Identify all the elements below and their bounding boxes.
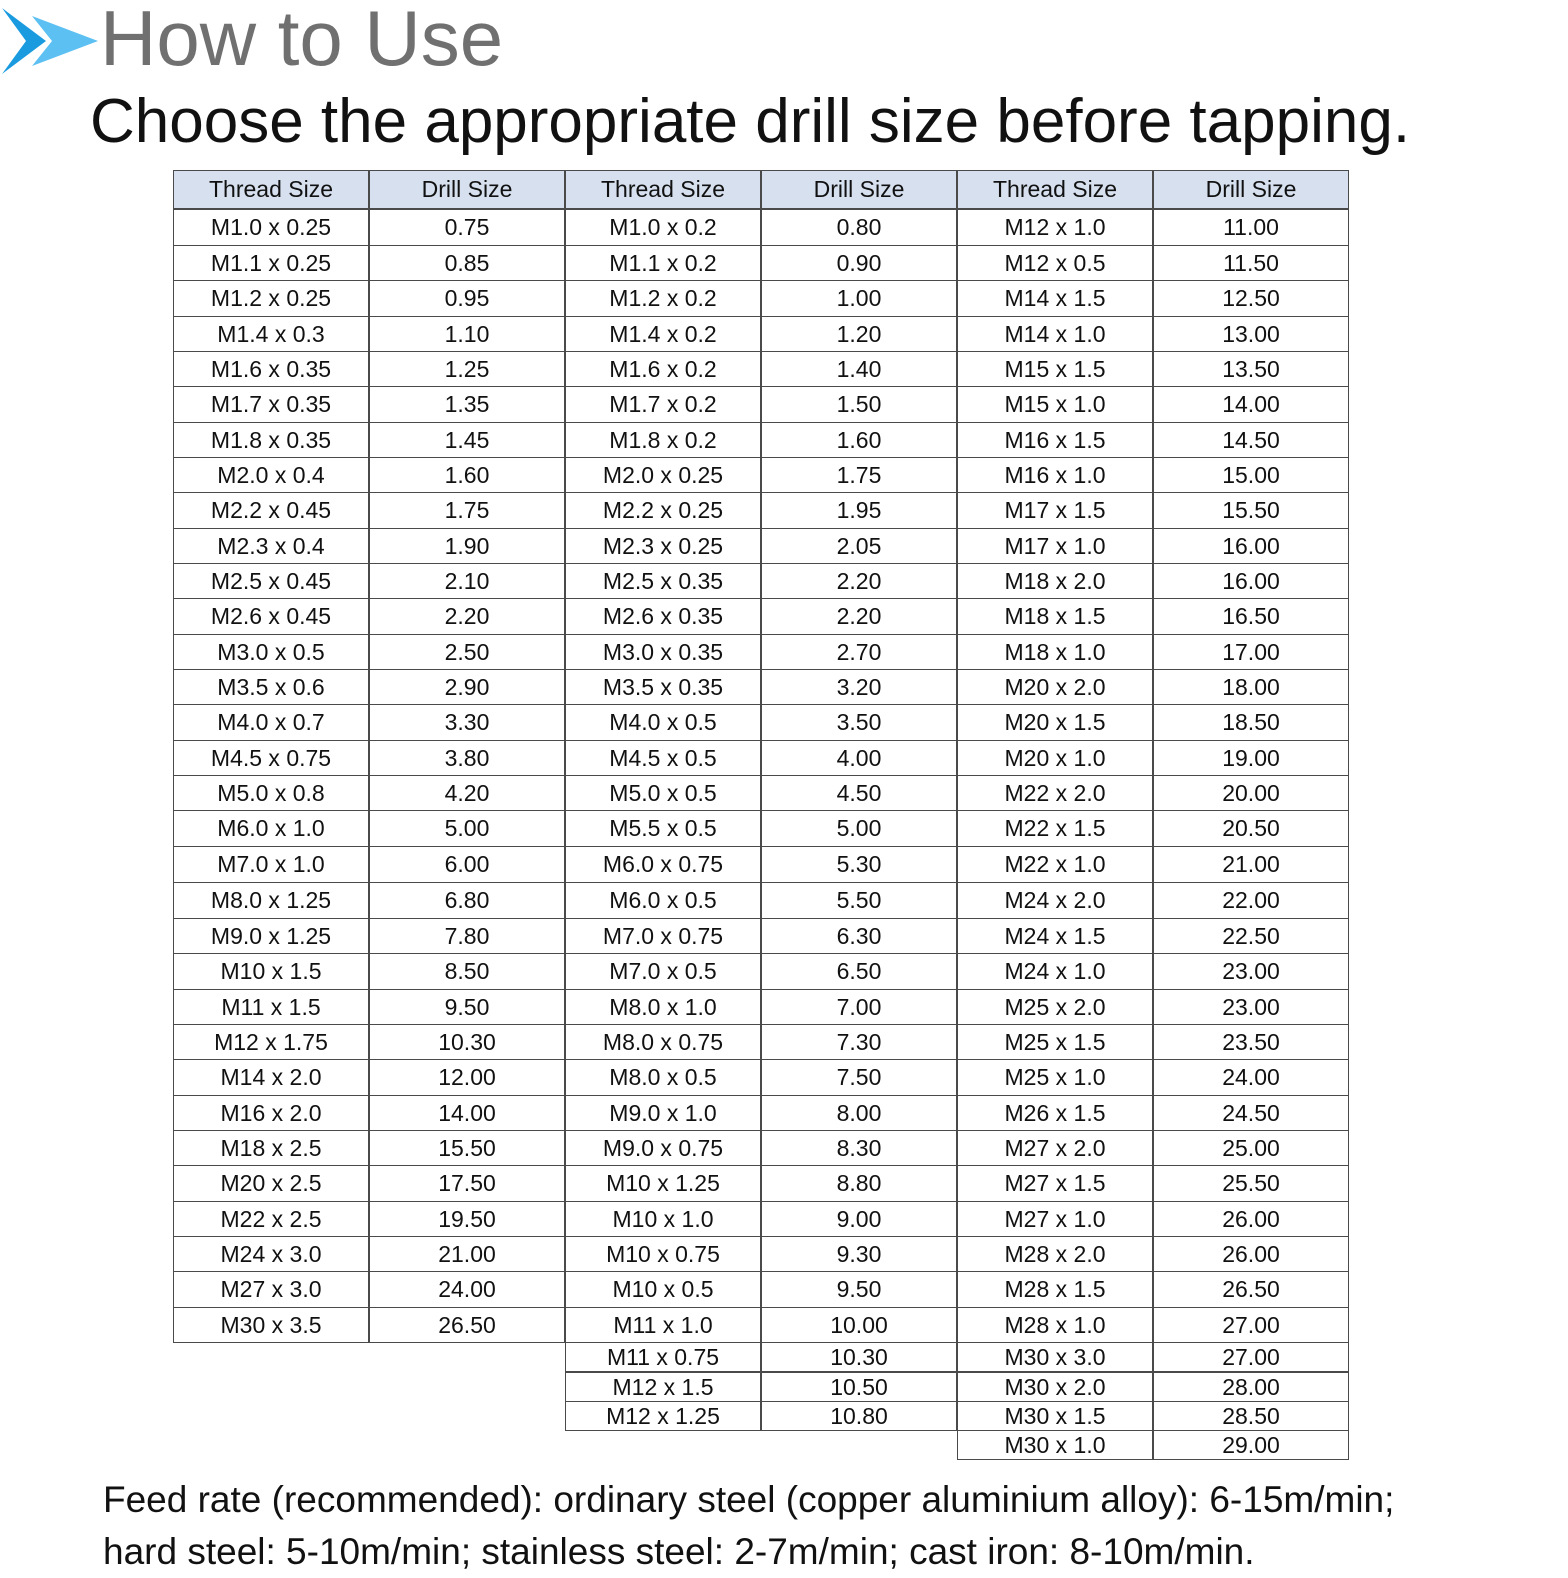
thread-size-cell: M17 x 1.5: [957, 492, 1153, 529]
drill-size-cell: 0.90: [761, 245, 957, 281]
thread-size-cell: M12 x 0.5: [957, 245, 1153, 281]
drill-size-cell: 10.50: [761, 1372, 957, 1402]
thread-size-cell: M1.8 x 0.2: [565, 422, 761, 458]
thread-size-cell: M3.0 x 0.35: [565, 634, 761, 670]
drill-size-cell: 21.00: [369, 1236, 565, 1272]
drill-size-cell: 22.00: [1153, 882, 1349, 919]
drill-size-cell: 10.00: [761, 1307, 957, 1343]
thread-size-cell: M6.0 x 0.5: [565, 882, 761, 919]
drill-size-cell: 14.00: [369, 1095, 565, 1131]
thread-size-cell: M18 x 1.5: [957, 598, 1153, 635]
thread-size-cell: M24 x 2.0: [957, 882, 1153, 919]
thread-size-cell: M4.5 x 0.5: [565, 740, 761, 776]
thread-size-cell: M2.2 x 0.45: [173, 492, 369, 529]
drill-size-cell: 24.00: [1153, 1059, 1349, 1096]
thread-size-cell: M17 x 1.0: [957, 528, 1153, 564]
thread-size-cell: M5.0 x 0.8: [173, 775, 369, 811]
thread-size-cell: M12 x 1.75: [173, 1024, 369, 1060]
thread-size-cell: M28 x 1.5: [957, 1271, 1153, 1308]
thread-size-header: Thread Size: [957, 170, 1153, 209]
drill-size-cell: 7.00: [761, 989, 957, 1025]
thread-size-cell: M27 x 1.0: [957, 1201, 1153, 1237]
thread-size-cell: M24 x 1.5: [957, 918, 1153, 954]
thread-size-cell: M27 x 2.0: [957, 1130, 1153, 1166]
thread-size-cell: M1.7 x 0.2: [565, 386, 761, 423]
drill-size-cell: 27.00: [1153, 1307, 1349, 1343]
thread-size-cell: M28 x 1.0: [957, 1307, 1153, 1343]
drill-size-cell: 5.00: [369, 810, 565, 847]
thread-size-cell: M9.0 x 0.75: [565, 1130, 761, 1166]
drill-size-cell: 2.10: [369, 563, 565, 599]
drill-size-cell: 9.30: [761, 1236, 957, 1272]
thread-size-cell: M18 x 1.0: [957, 634, 1153, 670]
drill-size-cell: 5.50: [761, 882, 957, 919]
drill-size-cell: 25.00: [1153, 1130, 1349, 1166]
thread-size-cell: M6.0 x 0.75: [565, 846, 761, 883]
thread-size-cell: M2.0 x 0.4: [173, 457, 369, 493]
drill-size-cell: 5.00: [761, 810, 957, 847]
thread-size-cell: M2.3 x 0.25: [565, 528, 761, 564]
thread-size-cell: M18 x 2.0: [957, 563, 1153, 599]
drill-size-cell: 23.00: [1153, 953, 1349, 990]
drill-size-cell: 8.80: [761, 1165, 957, 1202]
drill-size-cell: 6.50: [761, 953, 957, 990]
drill-size-cell: 9.50: [761, 1271, 957, 1308]
thread-size-cell: M24 x 3.0: [173, 1236, 369, 1272]
drill-size-cell: 0.85: [369, 245, 565, 281]
drill-size-cell: 28.00: [1153, 1372, 1349, 1402]
feed-rate-line-1: Feed rate (recommended): ordinary steel (copper aluminium alloy): 6-15m/min;: [103, 1479, 1395, 1520]
drill-size-cell: 8.30: [761, 1130, 957, 1166]
drill-size-cell: 1.75: [761, 457, 957, 493]
thread-size-cell: M1.0 x 0.2: [565, 209, 761, 246]
thread-size-cell: M20 x 2.0: [957, 669, 1153, 705]
thread-size-cell: M1.1 x 0.2: [565, 245, 761, 281]
drill-size-cell: 1.00: [761, 280, 957, 317]
drill-size-cell: 27.00: [1153, 1342, 1349, 1372]
thread-size-cell: M7.0 x 1.0: [173, 846, 369, 883]
drill-size-cell: 3.30: [369, 704, 565, 741]
drill-size-cell: 15.50: [1153, 492, 1349, 529]
drill-size-cell: 3.50: [761, 704, 957, 741]
thread-size-cell: M6.0 x 1.0: [173, 810, 369, 847]
drill-size-cell: 1.60: [369, 457, 565, 493]
drill-size-cell: 10.30: [369, 1024, 565, 1060]
drill-size-cell: 1.35: [369, 386, 565, 423]
drill-size-cell: 26.50: [1153, 1271, 1349, 1308]
thread-size-cell: M1.0 x 0.25: [173, 209, 369, 246]
thread-size-cell: M10 x 0.75: [565, 1236, 761, 1272]
header: [0, 0, 1568, 156]
drill-size-cell: 7.30: [761, 1024, 957, 1060]
drill-size-cell: 8.00: [761, 1095, 957, 1131]
drill-size-cell: 23.50: [1153, 1024, 1349, 1060]
thread-size-cell: M1.2 x 0.25: [173, 280, 369, 317]
drill-size-header: Drill Size: [369, 170, 565, 209]
thread-size-cell: M2.6 x 0.45: [173, 598, 369, 635]
thread-size-cell: M2.6 x 0.35: [565, 598, 761, 635]
thread-size-cell: M30 x 1.0: [957, 1430, 1153, 1460]
drill-size-cell: 13.00: [1153, 316, 1349, 352]
thread-size-cell: M30 x 1.5: [957, 1401, 1153, 1431]
feed-rate-line-2: hard steel: 5-10m/min; stainless steel: 2-7m/min; cast iron: 8-10m/min.: [103, 1531, 1255, 1572]
drill-size-cell: 0.80: [761, 209, 957, 246]
drill-size-cell: 15.50: [369, 1130, 565, 1166]
thread-size-cell: M7.0 x 0.75: [565, 918, 761, 954]
drill-size-cell: 14.50: [1153, 422, 1349, 458]
drill-size-cell: 2.05: [761, 528, 957, 564]
drill-size-cell: 2.50: [369, 634, 565, 670]
thread-size-cell: M25 x 1.5: [957, 1024, 1153, 1060]
thread-size-cell: M10 x 0.5: [565, 1271, 761, 1308]
thread-size-cell: M10 x 1.0: [565, 1201, 761, 1237]
drill-size-cell: 2.70: [761, 634, 957, 670]
thread-size-cell: M4.5 x 0.75: [173, 740, 369, 776]
drill-size-header: Drill Size: [761, 170, 957, 209]
thread-size-cell: M16 x 1.5: [957, 422, 1153, 458]
thread-size-cell: M12 x 1.25: [565, 1401, 761, 1431]
thread-size-cell: M30 x 3.5: [173, 1307, 369, 1343]
thread-size-cell: M1.7 x 0.35: [173, 386, 369, 423]
drill-size-cell: 4.50: [761, 775, 957, 811]
thread-size-cell: M26 x 1.5: [957, 1095, 1153, 1131]
drill-size-cell: 18.50: [1153, 704, 1349, 741]
drill-size-cell: 15.00: [1153, 457, 1349, 493]
thread-size-cell: M2.0 x 0.25: [565, 457, 761, 493]
drill-size-cell: 1.45: [369, 422, 565, 458]
drill-size-cell: 3.20: [761, 669, 957, 705]
drill-size-cell: 3.80: [369, 740, 565, 776]
drill-size-table: [173, 170, 1350, 1460]
drill-size-cell: 4.20: [369, 775, 565, 811]
arrow-right-icon: [2, 8, 98, 74]
thread-size-cell: M25 x 2.0: [957, 989, 1153, 1025]
drill-size-cell: 1.25: [369, 351, 565, 387]
drill-size-cell: 16.50: [1153, 598, 1349, 635]
thread-size-cell: M5.5 x 0.5: [565, 810, 761, 847]
feed-rate-note: [103, 1474, 1543, 1578]
thread-size-cell: M14 x 1.5: [957, 280, 1153, 317]
drill-size-cell: 0.95: [369, 280, 565, 317]
thread-size-cell: M1.4 x 0.3: [173, 316, 369, 352]
page-title: How to Use: [100, 0, 504, 82]
thread-size-cell: M3.5 x 0.35: [565, 669, 761, 705]
drill-size-cell: 1.75: [369, 492, 565, 529]
drill-size-cell: 16.00: [1153, 563, 1349, 599]
thread-size-cell: M20 x 1.0: [957, 740, 1153, 776]
thread-size-cell: M10 x 1.5: [173, 953, 369, 990]
thread-size-cell: M22 x 1.5: [957, 810, 1153, 847]
drill-size-cell: 26.50: [369, 1307, 565, 1343]
drill-size-cell: 9.50: [369, 989, 565, 1025]
drill-size-cell: 14.00: [1153, 386, 1349, 423]
thread-size-cell: M4.0 x 0.5: [565, 704, 761, 741]
drill-size-cell: 17.50: [369, 1165, 565, 1202]
thread-size-cell: M25 x 1.0: [957, 1059, 1153, 1096]
drill-size-cell: 11.50: [1153, 245, 1349, 281]
drill-size-cell: 1.50: [761, 386, 957, 423]
thread-size-header: Thread Size: [173, 170, 369, 209]
drill-size-cell: 17.00: [1153, 634, 1349, 670]
drill-size-cell: 19.00: [1153, 740, 1349, 776]
drill-size-cell: 9.00: [761, 1201, 957, 1237]
thread-size-cell: M20 x 2.5: [173, 1165, 369, 1202]
thread-size-cell: M1.6 x 0.35: [173, 351, 369, 387]
drill-size-cell: 20.00: [1153, 775, 1349, 811]
thread-size-cell: M20 x 1.5: [957, 704, 1153, 741]
thread-size-cell: M8.0 x 1.0: [565, 989, 761, 1025]
drill-size-cell: 20.50: [1153, 810, 1349, 847]
thread-size-cell: M14 x 1.0: [957, 316, 1153, 352]
drill-size-cell: 11.00: [1153, 209, 1349, 246]
thread-size-cell: M30 x 2.0: [957, 1372, 1153, 1402]
thread-size-cell: M22 x 2.5: [173, 1201, 369, 1237]
drill-size-cell: 12.50: [1153, 280, 1349, 317]
thread-size-cell: M10 x 1.25: [565, 1165, 761, 1202]
drill-size-cell: 5.30: [761, 846, 957, 883]
drill-size-cell: 7.80: [369, 918, 565, 954]
drill-size-cell: 19.50: [369, 1201, 565, 1237]
drill-size-cell: 1.20: [761, 316, 957, 352]
thread-size-cell: M11 x 0.75: [565, 1342, 761, 1372]
thread-size-cell: M15 x 1.5: [957, 351, 1153, 387]
thread-size-cell: M7.0 x 0.5: [565, 953, 761, 990]
thread-size-cell: M28 x 2.0: [957, 1236, 1153, 1272]
thread-size-cell: M11 x 1.0: [565, 1307, 761, 1343]
drill-size-cell: 2.20: [761, 598, 957, 635]
thread-size-cell: M3.5 x 0.6: [173, 669, 369, 705]
thread-size-cell: M16 x 1.0: [957, 457, 1153, 493]
thread-size-cell: M14 x 2.0: [173, 1059, 369, 1096]
drill-size-cell: 16.00: [1153, 528, 1349, 564]
drill-size-cell: 29.00: [1153, 1430, 1349, 1460]
thread-size-cell: M8.0 x 0.75: [565, 1024, 761, 1060]
thread-size-cell: M27 x 3.0: [173, 1271, 369, 1308]
thread-size-cell: M12 x 1.0: [957, 209, 1153, 246]
thread-size-cell: M22 x 2.0: [957, 775, 1153, 811]
drill-size-cell: 4.00: [761, 740, 957, 776]
drill-size-cell: 21.00: [1153, 846, 1349, 883]
drill-size-cell: 1.95: [761, 492, 957, 529]
thread-size-header: Thread Size: [565, 170, 761, 209]
drill-size-cell: 7.50: [761, 1059, 957, 1096]
drill-size-cell: 22.50: [1153, 918, 1349, 954]
page-subtitle: Choose the appropriate drill size before tapping.: [90, 87, 1411, 156]
thread-size-cell: M9.0 x 1.0: [565, 1095, 761, 1131]
thread-size-cell: M24 x 1.0: [957, 953, 1153, 990]
thread-size-cell: M2.5 x 0.35: [565, 563, 761, 599]
thread-size-cell: M3.0 x 0.5: [173, 634, 369, 670]
drill-size-cell: 0.75: [369, 209, 565, 246]
thread-size-cell: M5.0 x 0.5: [565, 775, 761, 811]
thread-size-cell: M16 x 2.0: [173, 1095, 369, 1131]
drill-size-cell: 1.60: [761, 422, 957, 458]
thread-size-cell: M1.2 x 0.2: [565, 280, 761, 317]
drill-size-cell: 26.00: [1153, 1201, 1349, 1237]
drill-size-cell: 8.50: [369, 953, 565, 990]
drill-size-cell: 6.00: [369, 846, 565, 883]
thread-size-cell: M2.2 x 0.25: [565, 492, 761, 529]
thread-size-cell: M15 x 1.0: [957, 386, 1153, 423]
drill-size-cell: 10.30: [761, 1342, 957, 1372]
drill-size-cell: 28.50: [1153, 1401, 1349, 1431]
thread-size-cell: M30 x 3.0: [957, 1342, 1153, 1372]
thread-size-cell: M8.0 x 0.5: [565, 1059, 761, 1096]
drill-size-cell: 12.00: [369, 1059, 565, 1096]
drill-size-cell: 2.90: [369, 669, 565, 705]
drill-size-cell: 25.50: [1153, 1165, 1349, 1202]
drill-size-cell: 1.90: [369, 528, 565, 564]
drill-size-cell: 2.20: [369, 598, 565, 635]
thread-size-cell: M4.0 x 0.7: [173, 704, 369, 741]
thread-size-cell: M1.4 x 0.2: [565, 316, 761, 352]
drill-size-cell: 1.40: [761, 351, 957, 387]
drill-size-cell: 26.00: [1153, 1236, 1349, 1272]
drill-size-cell: 18.00: [1153, 669, 1349, 705]
drill-size-cell: 6.30: [761, 918, 957, 954]
drill-size-cell: 24.50: [1153, 1095, 1349, 1131]
drill-size-cell: 10.80: [761, 1401, 957, 1431]
thread-size-cell: M12 x 1.5: [565, 1372, 761, 1402]
thread-size-cell: M22 x 1.0: [957, 846, 1153, 883]
drill-size-cell: 2.20: [761, 563, 957, 599]
drill-size-cell: 1.10: [369, 316, 565, 352]
thread-size-cell: M2.3 x 0.4: [173, 528, 369, 564]
thread-size-cell: M27 x 1.5: [957, 1165, 1153, 1202]
drill-size-header: Drill Size: [1153, 170, 1349, 209]
drill-size-cell: 24.00: [369, 1271, 565, 1308]
thread-size-cell: M1.1 x 0.25: [173, 245, 369, 281]
drill-size-cell: 23.00: [1153, 989, 1349, 1025]
thread-size-cell: M8.0 x 1.25: [173, 882, 369, 919]
thread-size-cell: M11 x 1.5: [173, 989, 369, 1025]
thread-size-cell: M9.0 x 1.25: [173, 918, 369, 954]
thread-size-cell: M1.8 x 0.35: [173, 422, 369, 458]
drill-size-cell: 6.80: [369, 882, 565, 919]
drill-size-cell: 13.50: [1153, 351, 1349, 387]
thread-size-cell: M18 x 2.5: [173, 1130, 369, 1166]
thread-size-cell: M2.5 x 0.45: [173, 563, 369, 599]
thread-size-cell: M1.6 x 0.2: [565, 351, 761, 387]
